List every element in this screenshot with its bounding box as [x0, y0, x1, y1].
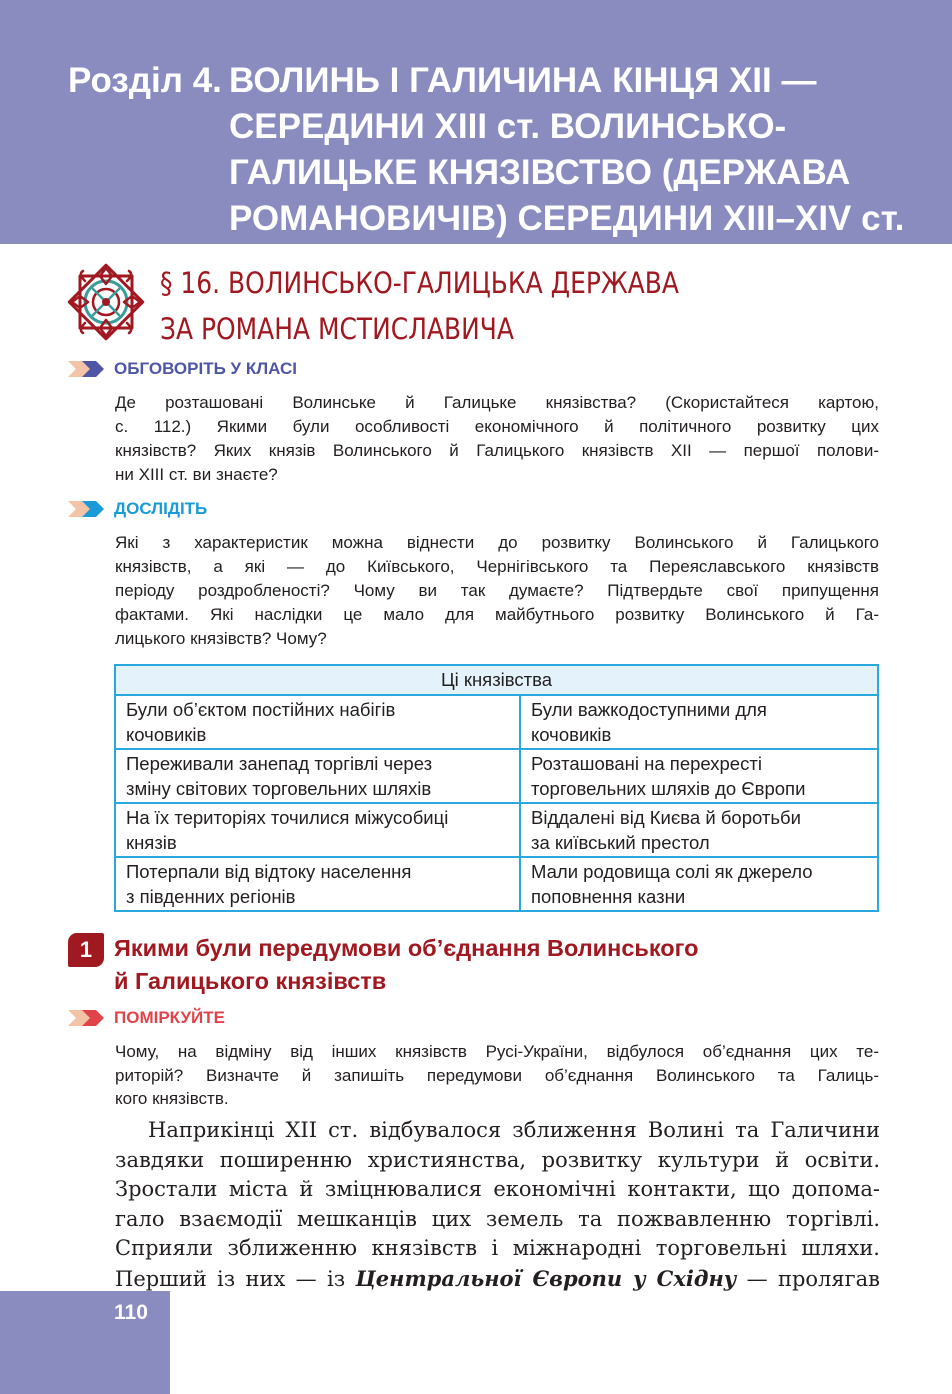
text-line: Наприкінці XII ст. відбувалося зближення Волині та Галичини	[148, 1118, 880, 1142]
body-paragraph	[115, 1116, 880, 1295]
text-line: періоду роздробленості? Чому ви так думаєте? Підтвердьте свої припущення	[115, 581, 879, 600]
table-cell	[115, 803, 520, 857]
text-fragment: Перший із них — із	[115, 1266, 346, 1291]
text-line: с. 112.) Якими були особливості економічного й політичного розвитку цих	[115, 417, 879, 436]
cell-line: Переживали занепад торгівлі через	[126, 753, 433, 774]
double-arrow-icon	[68, 499, 108, 519]
table-cell	[115, 749, 520, 803]
table-row	[115, 749, 878, 803]
chapter-title-line: ВОЛИНЬ І ГАЛИЧИНА КІНЦЯ XII —	[229, 61, 817, 100]
table-row	[115, 803, 878, 857]
text-line-last	[115, 1264, 880, 1295]
text-line: Які з характеристик можна віднести до розвитку Волинського й Галицького	[115, 533, 879, 552]
text-line: фактами. Які наслідки це мало для майбутнього розвитку Волинського й Га-	[115, 605, 879, 624]
emphasis-term: Центральної Європи у Східну	[355, 1265, 737, 1291]
text-line: князівств, а які — до Київського, Чернігівського та Переяславського князівств	[115, 557, 879, 576]
rubric-label: ОБГОВОРІТЬ У КЛАСІ	[114, 359, 297, 378]
research-question	[115, 531, 879, 651]
chapter-title-line: СЕРЕДИНИ XIII ст. ВОЛИНСЬКО-	[229, 107, 787, 146]
text-line: князівств? Яких князів Волинського й Галицького князівств XII — першої полови-	[115, 441, 879, 460]
text-line: гало взаємодії мешканців цих земель та пожвавленню торгівлі.	[115, 1206, 880, 1231]
rubric-label: ПОМІРКУЙТЕ	[114, 1008, 225, 1027]
double-arrow-icon	[68, 1008, 108, 1028]
rubric-label: ДОСЛІДІТЬ	[114, 499, 208, 518]
paragraph-title-line: § 16. ВОЛИНСЬКО-ГАЛИЦЬКА ДЕРЖАВА	[160, 266, 679, 300]
text-line: завдяки поширенню християнства, розвитку культури й освіти.	[115, 1147, 880, 1172]
cell-line: Розташовані на перехресті	[531, 753, 762, 774]
cell-line: торговельних шляхів до Європи	[531, 778, 806, 799]
cell-line: Були об’єктом постійних набігів	[126, 699, 396, 720]
cell-line: Віддалені від Києва й боротьби	[531, 807, 801, 828]
text-line: кого князівств.	[115, 1089, 229, 1108]
cell-line: Мали родовища солі як джерело	[531, 861, 813, 882]
cell-line: Були важкодоступними для	[531, 699, 767, 720]
table-cell	[520, 749, 878, 803]
discuss-question	[115, 391, 879, 487]
cell-line: кочовиків	[531, 724, 612, 745]
table-cell	[520, 803, 878, 857]
section-title-line: й Галицького князівств	[114, 968, 387, 994]
cell-line: князів	[126, 832, 177, 853]
cell-line: Потерпали від відтоку населення	[126, 861, 412, 882]
table-cell	[520, 857, 878, 911]
chapter-title-line: РОМАНОВИЧІВ) СЕРЕДИНИ XIII–XIV ст.	[229, 199, 905, 238]
text-fragment: — пролягав	[746, 1266, 880, 1291]
cell-line: за київський престол	[531, 832, 710, 853]
cell-line: поповнення казни	[531, 886, 686, 907]
think-question	[115, 1040, 879, 1111]
section-number-badge: 1	[68, 933, 104, 967]
cell-line: На їх територіях точилися міжусобиці	[126, 807, 449, 828]
table-cell	[520, 695, 878, 749]
chapter-label: Розділ 4.	[68, 61, 222, 100]
text-line: Сприяли зближенню князівств і міжнародні торговельні шляхи.	[115, 1236, 880, 1261]
double-arrow-icon	[68, 359, 108, 379]
cell-line: з південних регіонів	[126, 886, 296, 907]
text-line: Де розташовані Волинське й Галицьке князівства? (Скористайтеся картою,	[115, 393, 879, 412]
text-line: ни XIII ст. ви знаєте?	[115, 465, 278, 484]
cell-line: кочовиків	[126, 724, 207, 745]
chapter-title-line: ГАЛИЦЬКЕ КНЯЗІВСТВО (ДЕРЖАВА	[229, 153, 851, 192]
text-line: Чому, на відміну від інших князівств Русі-України, відбулося об’єднання цих те-	[115, 1042, 879, 1061]
celtic-knot-ornament-icon	[66, 262, 146, 342]
table-row	[115, 857, 878, 911]
page-number: 110	[114, 1301, 148, 1324]
table-row	[115, 695, 878, 749]
section-title-line: Якими були передумови об’єднання Волинського	[114, 935, 699, 961]
table-cell	[115, 695, 520, 749]
cell-line: зміну світових торговельних шляхів	[126, 778, 432, 799]
text-line: лицького князівств? Чому?	[115, 629, 327, 648]
paragraph-title-line: ЗА РОМАНА МСТИСЛАВИЧА	[160, 312, 514, 346]
text-line: Зростали міста й зміцнювалися економічні контакти, що допома-	[115, 1177, 880, 1202]
characteristics-table	[114, 664, 879, 912]
text-line: риторій? Визначте й запишіть передумови об’єднання Волинського та Галиць-	[115, 1065, 879, 1085]
table-header: Ці князівства	[115, 665, 878, 695]
table-cell	[115, 857, 520, 911]
